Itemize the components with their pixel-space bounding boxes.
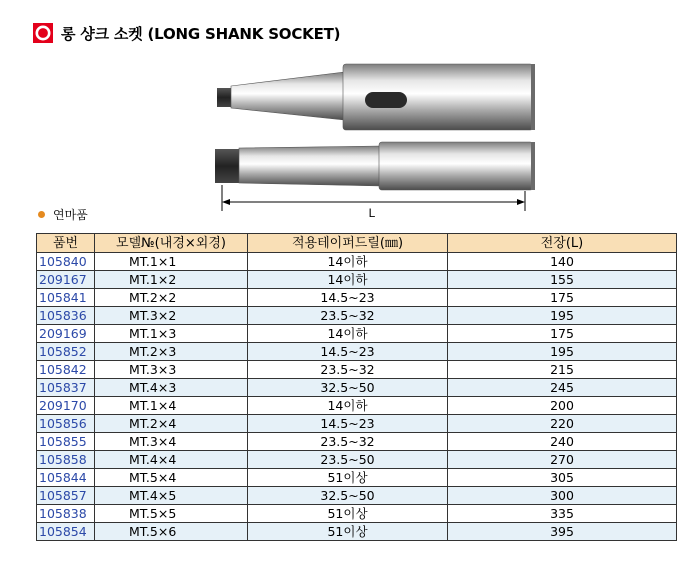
table-row [37,271,677,289]
cell-drill: 51이상 [248,523,448,541]
cell-length: 175 [448,325,677,343]
dimension-label: L [368,206,376,220]
cell-length: 305 [448,469,677,487]
cell-code: 105840 [37,253,95,271]
cell-length: 395 [448,523,677,541]
table-row [37,451,677,469]
bullet-icon [38,211,45,218]
table-row [37,415,677,433]
cell-code: 105841 [37,289,95,307]
cell-model: MT.4×4 [95,451,248,469]
header-length: 전장(L) [448,234,677,253]
table-row [37,325,677,343]
cell-drill: 23.5~50 [248,451,448,469]
cell-length: 195 [448,343,677,361]
cell-length: 215 [448,361,677,379]
socket-top-view [215,142,535,190]
table-row [37,361,677,379]
cell-model: MT.4×3 [95,379,248,397]
cell-length: 175 [448,289,677,307]
cell-drill: 14이하 [248,271,448,289]
header-drill: 적용테이퍼드릴(㎜) [248,234,448,253]
table-row [37,379,677,397]
table-row [37,343,677,361]
cell-length: 245 [448,379,677,397]
cell-code: 105854 [37,523,95,541]
cell-code: 105856 [37,415,95,433]
table-row [37,523,677,541]
cell-drill: 23.5~32 [248,307,448,325]
table-row [37,433,677,451]
cell-drill: 14.5~23 [248,343,448,361]
cell-model: MT.1×2 [95,271,248,289]
cell-length: 200 [448,397,677,415]
cell-length: 335 [448,505,677,523]
cell-drill: 23.5~32 [248,433,448,451]
cell-model: MT.3×3 [95,361,248,379]
cell-model: MT.5×5 [95,505,248,523]
cell-model: MT.2×3 [95,343,248,361]
header-code: 품번 [37,234,95,253]
cell-code: 105855 [37,433,95,451]
cell-length: 220 [448,415,677,433]
cell-model: MT.5×6 [95,523,248,541]
cell-code: 105857 [37,487,95,505]
cell-code: 105852 [37,343,95,361]
title-row [33,22,340,44]
red-ring-logo-icon [33,23,53,43]
cell-length: 155 [448,271,677,289]
spec-table [36,233,677,541]
cell-drill: 14.5~23 [248,415,448,433]
note-text: 연마품 [53,208,88,222]
cell-code: 105842 [37,361,95,379]
table-row [37,253,677,271]
cell-drill: 51이상 [248,505,448,523]
page-title: 롱 샹크 소켓 (LONG SHANK SOCKET) [61,24,341,43]
cell-code: 105844 [37,469,95,487]
table-header-row [37,234,677,253]
cell-model: MT.5×4 [95,469,248,487]
cell-code: 105837 [37,379,95,397]
cell-drill: 14이하 [248,325,448,343]
cell-model: MT.1×4 [95,397,248,415]
table-row [37,289,677,307]
cell-drill: 14이하 [248,397,448,415]
table-row [37,487,677,505]
cell-model: MT.3×4 [95,433,248,451]
cell-drill: 51이상 [248,469,448,487]
cell-code: 209170 [37,397,95,415]
cell-drill: 14.5~23 [248,289,448,307]
cell-model: MT.1×1 [95,253,248,271]
cell-length: 140 [448,253,677,271]
cell-code: 105836 [37,307,95,325]
table-row [37,307,677,325]
cell-model: MT.3×2 [95,307,248,325]
note [38,206,88,223]
socket-side-view [217,64,535,130]
table-row [37,397,677,415]
cell-length: 195 [448,307,677,325]
cell-drill: 32.5~50 [248,379,448,397]
cell-drill: 23.5~32 [248,361,448,379]
cell-code: 105858 [37,451,95,469]
cell-code: 209167 [37,271,95,289]
table-row [37,469,677,487]
cell-length: 300 [448,487,677,505]
cell-model: MT.2×2 [95,289,248,307]
cell-drill: 32.5~50 [248,487,448,505]
cell-length: 240 [448,433,677,451]
cell-code: 209169 [37,325,95,343]
cell-model: MT.1×3 [95,325,248,343]
cell-length: 270 [448,451,677,469]
header-model: 모델№(내경×외경) [95,234,248,253]
cell-code: 105838 [37,505,95,523]
product-illustration [205,55,545,225]
table-row [37,505,677,523]
cell-drill: 14이하 [248,253,448,271]
cell-model: MT.4×5 [95,487,248,505]
cell-model: MT.2×4 [95,415,248,433]
